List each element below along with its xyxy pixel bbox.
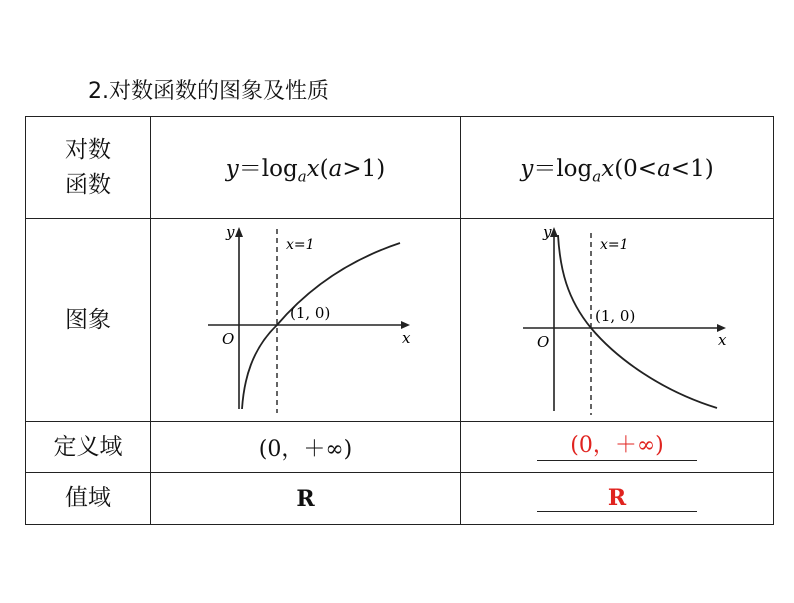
formula2-y: y [520,155,534,182]
log-function-table [25,116,774,525]
formula1-cond-open: ( [319,155,329,182]
graph1-x-arrow [401,321,410,329]
formula2-cond-rest: <1) [670,155,714,182]
formula-case1 [151,117,461,219]
formula1-y: y [225,155,239,182]
graph1-y-arrow [235,227,243,237]
row-header-range: 值域 [26,473,151,525]
formula2-cond-open: (0< [614,155,658,182]
row-header-domain: 定义域 [26,422,151,473]
graph2-x-label: x [718,331,727,349]
range-case2-cell [461,473,774,525]
formula2-cond-a: a [657,155,671,182]
range-case2-answer: R [537,485,697,512]
section-title: 2.对数函数的图象及性质 [88,79,329,104]
graph2-point-label: (1, 0) [595,307,636,325]
range-case1: R [151,473,461,525]
graph1-origin-label: O [221,330,234,348]
graph-cell-case1 [151,219,461,422]
graph2-asymptote-label: x=1 [600,237,629,253]
graph2-origin-label: O [537,333,550,351]
graph1-point-label: (1, 0) [289,304,330,322]
row-header-line1: 对数 [65,137,111,163]
formula1-x: x [306,155,320,182]
graph-increasing-log [156,219,456,417]
table-row-function [26,117,774,219]
graph-cell-case2 [461,219,774,422]
graph1-x-label: x [401,329,410,347]
graph-decreasing-log [467,219,767,417]
table-row-domain [26,422,774,473]
formula2-base: a [592,167,602,186]
formula2-x: x [601,155,615,182]
domain-case2-answer: (0，＋∞) [537,433,697,460]
formula2-eq: ＝log [533,155,593,182]
row-header-function [26,117,151,219]
table-row-range [26,473,774,525]
graph2-y-label: y [543,223,552,241]
graph2-curve [558,235,717,408]
graph1-y-label: y [225,223,234,241]
formula1-cond-a: a [328,155,343,182]
formula1-cond-rest: >1) [342,155,386,182]
table-row-graph [26,219,774,422]
row-header-line2: 函数 [65,171,111,198]
formula-case2 [461,117,774,219]
row-header-graph: 图象 [26,219,151,422]
graph1-asymptote-label: x=1 [285,237,315,253]
domain-case1: (0，＋∞) [151,422,461,473]
formula1-base: a [297,167,307,186]
graph1-curve [242,243,400,409]
formula1-eq: ＝log [238,155,298,182]
domain-case2-cell [461,422,774,473]
